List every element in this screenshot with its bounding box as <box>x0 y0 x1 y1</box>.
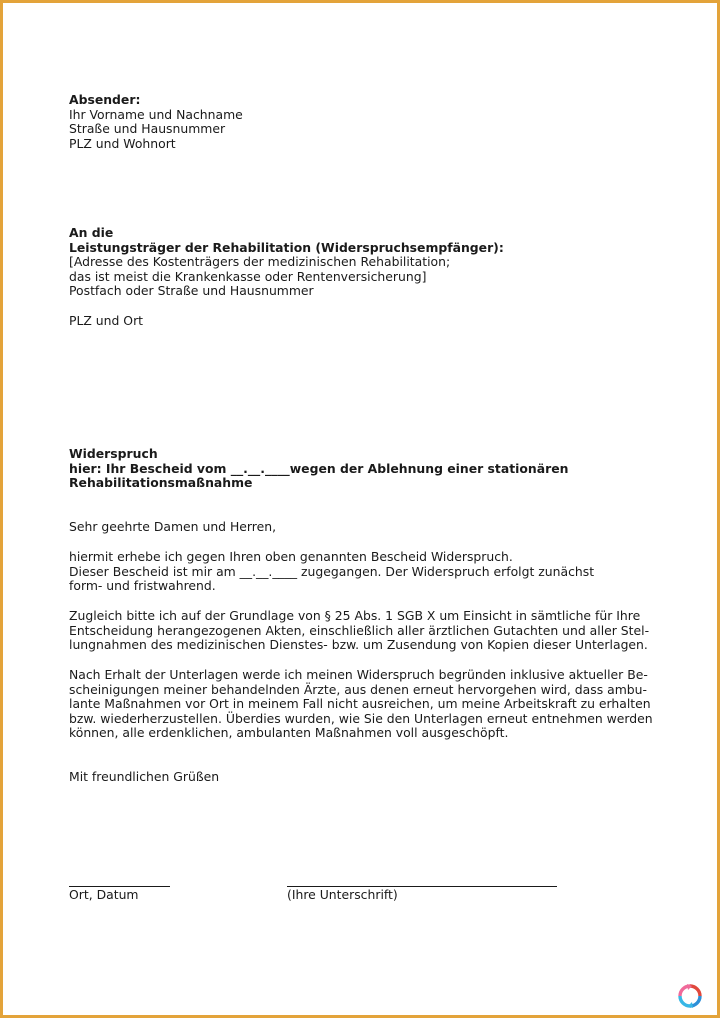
recipient-subheading: Leistungsträger der Rehabilitation (Widerspruchsempfänger): <box>69 239 504 255</box>
paragraph-objection <box>69 550 594 594</box>
sender-name-line: Ihr Vorname und Nachname <box>69 106 243 122</box>
paragraph-line: form- und fristwahrend. <box>69 578 216 594</box>
paragraph-line: Entscheidung herangezogenen Akten, einschließlich aller ärztlichen Gutachten und aller Stel- <box>69 622 650 638</box>
paragraph-justification <box>69 668 653 741</box>
recipient-address-line: Postfach oder Straße und Hausnummer <box>69 283 314 299</box>
paragraph-line: lante Maßnahmen vor Ort in meinem Fall nicht ausreichen, um meine Arbeitskraft zu erhalten <box>69 696 651 712</box>
sender-city-line: PLZ und Wohnort <box>69 135 176 151</box>
sender-street-line: Straße und Hausnummer <box>69 121 226 137</box>
subject-line: hier: Ihr Bescheid vom __.__.____wegen der Ablehnung einer stationären <box>69 460 569 476</box>
paragraph-file-inspection <box>69 609 649 653</box>
recipient-address-line: [Adresse des Kostenträgers der medizinischen Rehabilitation; <box>69 254 451 270</box>
paragraph-line: lungnahmen des medizinischen Dienstes- bzw. um Zusendung von Kopien dieser Unterlagen. <box>69 637 648 653</box>
signature-label: (Ihre Unterschrift) <box>287 887 398 902</box>
place-date-label: Ort, Datum <box>69 887 139 902</box>
paragraph-line: hiermit erhebe ich gegen Ihren oben genannten Bescheid Widerspruch. <box>69 549 513 564</box>
paragraph-line: scheinigungen meiner behandelnden Ärzte, aus denen erneut hervorgehen wird, dass ambu- <box>69 681 647 697</box>
sender-heading: Absender: <box>69 92 141 107</box>
paragraph-line: bzw. wiederherzustellen. Überdies wurden, wie Sie den Unterlagen erneut entnehmen werden <box>69 710 653 726</box>
circular-arrows-icon <box>677 983 703 1009</box>
salutation: Sehr geehrte Damen und Herren, <box>69 519 277 534</box>
sender-block <box>69 93 243 151</box>
paragraph-line: Zugleich bitte ich auf der Grundlage von § 25 Abs. 1 SGB X um Einsicht in sämtliche für Ihre <box>69 608 641 623</box>
paragraph-line: können, alle erdenklichen, ambulanten Maßnahmen voll ausgeschöpft. <box>69 725 509 741</box>
recipient-address-line: das ist meist die Krankenkasse oder Rentenversicherung] <box>69 268 427 284</box>
subject-block <box>69 447 568 491</box>
paragraph-line: Nach Erhalt der Unterlagen werde ich meinen Widerspruch begründen inklusive aktueller Be- <box>69 667 648 682</box>
subject-line: Widerspruch <box>69 446 158 461</box>
paragraph-line: Dieser Bescheid ist mir am __.__.____ zugegangen. Der Widerspruch erfolgt zunächst <box>69 563 595 579</box>
recipient-block <box>69 226 504 328</box>
closing: Mit freundlichen Grüßen <box>69 769 220 784</box>
recipient-city-line: PLZ und Ort <box>69 312 144 328</box>
recipient-heading: An die <box>69 225 114 240</box>
subject-line: Rehabilitationsmaßnahme <box>69 475 253 491</box>
